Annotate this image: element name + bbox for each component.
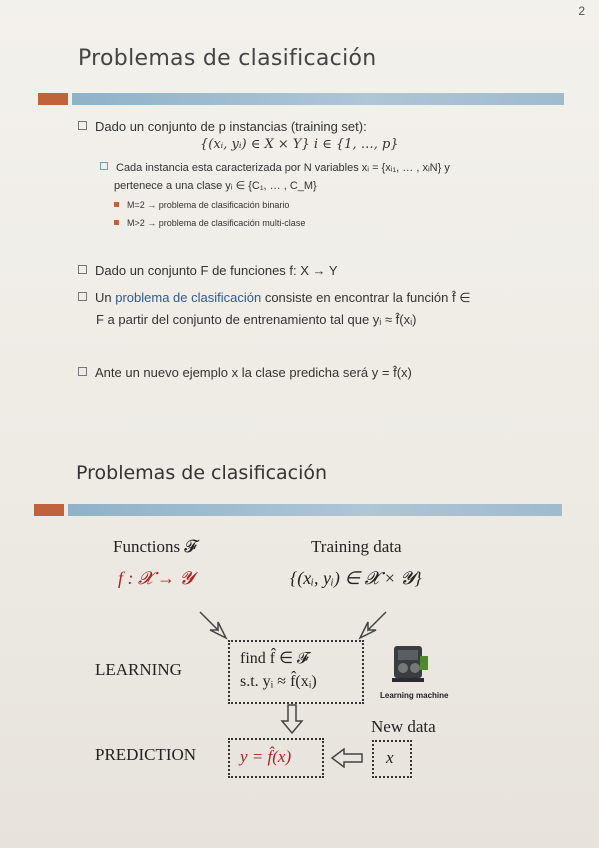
classification-problem-highlight: problema de clasificación <box>115 290 262 305</box>
training-set-formula: {(xᵢ, yᵢ) ∈ X × Y} i ∈ {1, …, p} <box>200 137 399 152</box>
bullet-square-icon <box>78 265 87 274</box>
learning-label: LEARNING <box>95 660 182 679</box>
down-left-arrow-icon <box>356 608 390 642</box>
new-data-x: x <box>386 748 394 767</box>
slide1-bullet-3: Un problema de clasificación consiste en encontrar la función f̂ ∈ <box>78 289 471 307</box>
down-arrow-icon <box>280 703 304 735</box>
slide1-bullet-4: Ante un nuevo ejemplo x la clase predicha será y = f̂(x) <box>78 364 412 382</box>
training-data-label: Training data <box>311 537 402 556</box>
slide1-bullet-1: Dado un conjunto de p instancias (training set): <box>78 118 367 136</box>
page-number: 2 <box>578 4 585 18</box>
find-line: find f̂ ∈ 𝓕 <box>240 650 309 667</box>
slide2-title-bar <box>34 504 562 516</box>
bullet-square-icon <box>78 121 87 130</box>
slide1-m2-item: M=2 → problema de clasificación binario <box>114 196 289 214</box>
sub-bullet-icon <box>100 162 108 170</box>
training-data-set: {(xᵢ, yᵢ) ∈ 𝓧 × 𝓨} <box>290 568 422 588</box>
slide1-m3-item: M>2 → problema de clasificación multi-clase <box>114 214 305 232</box>
slide1-sub-bullet: Cada instancia esta caracterizada por N variables xᵢ = {xᵢ₁, … , xᵢN} y <box>100 159 450 177</box>
functions-map: f : 𝓧 → 𝓨 <box>118 568 194 588</box>
functions-label: Functions 𝓕 <box>113 537 197 556</box>
learning-machine-icon <box>388 640 432 688</box>
prediction-label: PREDICTION <box>95 745 197 764</box>
down-right-arrow-icon <box>196 608 230 642</box>
bullet-dot-icon <box>114 202 119 207</box>
slide1-bullet-3-line2: F a partir del conjunto de entrenamiento tal que yᵢ ≈ f̂(xᵢ) <box>96 312 417 327</box>
slide1-title: Problemas de clasificación <box>78 46 377 71</box>
learning-machine-label: Learning machine <box>380 691 449 700</box>
left-arrow-icon <box>330 748 364 768</box>
bullet-square-icon <box>78 292 87 301</box>
slide1-bullet-2: Dado un conjunto F de funciones f: X → Y <box>78 262 338 280</box>
new-data-label: New data <box>371 717 436 736</box>
slide2-title: Problemas de clasificación <box>76 462 328 484</box>
st-line: s.t. yᵢ ≈ f̂(xᵢ) <box>240 673 317 690</box>
prediction-equation: y = f̂(x) <box>240 747 292 766</box>
slide1-sub-bullet-line2: pertenece a una clase yᵢ ∈ {C₁, … , C_M} <box>114 180 317 192</box>
prediction-box <box>228 738 324 778</box>
learning-box <box>228 640 364 704</box>
new-data-box <box>372 740 412 778</box>
bullet-dot-icon <box>114 220 119 225</box>
slide1-title-bar <box>38 93 564 105</box>
bullet-square-icon <box>78 367 87 376</box>
